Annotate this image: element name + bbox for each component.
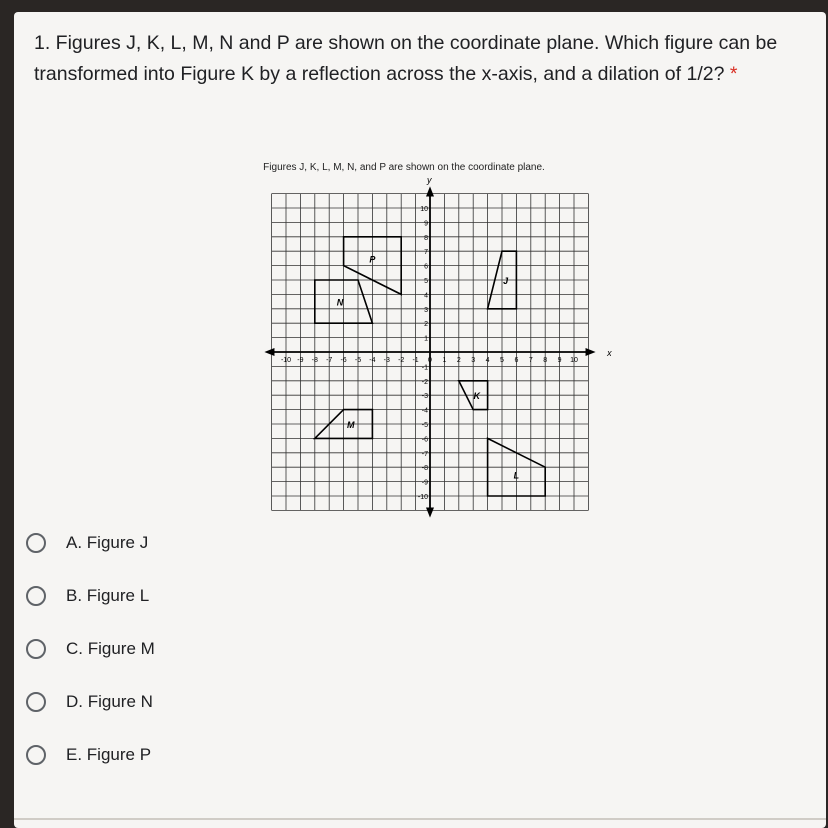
question-text xyxy=(34,28,809,90)
y-tick-label: -4 xyxy=(421,407,428,415)
y-tick-label: -7 xyxy=(421,450,428,458)
x-axis-arrow xyxy=(264,348,274,356)
x-tick-label: -9 xyxy=(297,357,304,364)
x-tick-label: -5 xyxy=(354,357,362,364)
y-tick-label: -8 xyxy=(421,465,428,473)
x-tick-label: 3 xyxy=(471,357,476,364)
x-tick-label: -6 xyxy=(340,357,347,364)
y-tick-label: 5 xyxy=(424,278,428,285)
option-d-label: D. Figure N xyxy=(66,692,153,711)
y-tick-label: 9 xyxy=(424,220,428,228)
y-tick-label: -10 xyxy=(417,494,428,501)
x-tick-label: 5 xyxy=(500,357,504,364)
radio-icon[interactable] xyxy=(26,639,46,659)
x-tick-label: -2 xyxy=(398,357,405,364)
x-tick-label: 7 xyxy=(528,357,533,364)
option-c[interactable] xyxy=(14,634,314,668)
x-tick-label: 1 xyxy=(442,357,447,364)
y-axis-label: y xyxy=(427,176,432,185)
radio-icon[interactable] xyxy=(26,533,46,553)
x-tick-label: 4 xyxy=(485,357,490,364)
radio-icon[interactable] xyxy=(26,745,46,765)
option-e[interactable] xyxy=(14,740,314,774)
y-tick-label: -5 xyxy=(421,422,428,429)
y-tick-label: -3 xyxy=(421,393,428,401)
x-tick-label: -3 xyxy=(383,357,390,364)
radio-icon[interactable] xyxy=(26,586,46,606)
option-a-label: A. Figure J xyxy=(66,533,149,552)
x-tick-label: -8 xyxy=(311,357,318,364)
radio-icon[interactable] xyxy=(26,692,46,712)
y-tick-label: 1 xyxy=(424,335,428,343)
option-e-label: E. Figure P xyxy=(66,745,152,764)
x-axis-arrow xyxy=(586,348,596,356)
figure-k-label: K xyxy=(473,391,481,402)
figure-m-label: M xyxy=(347,420,355,430)
y-axis-arrow xyxy=(426,186,434,196)
x-tick-label: -4 xyxy=(369,357,376,364)
x-tick-label: 0 xyxy=(428,357,432,364)
y-tick-label: 8 xyxy=(424,234,428,242)
option-a[interactable] xyxy=(14,528,314,562)
figure-l-label: L xyxy=(513,470,520,481)
figure-n-label: N xyxy=(336,297,344,308)
option-d[interactable] xyxy=(14,687,314,721)
x-tick-label: 8 xyxy=(543,357,548,364)
y-tick-label: 10 xyxy=(420,206,428,213)
x-tick-label: -10 xyxy=(280,357,292,364)
y-tick-label: 2 xyxy=(424,321,428,329)
x-tick-label: 10 xyxy=(570,357,578,364)
x-tick-label: 6 xyxy=(514,357,519,364)
y-tick-label: -9 xyxy=(421,479,428,487)
figure-p-label: P xyxy=(369,254,376,265)
figure-title: Figures J, K, L, M, N, and P are shown on the coordinate plane. xyxy=(263,162,545,173)
y-tick-label: 7 xyxy=(424,249,428,257)
required-marker: * xyxy=(729,63,738,85)
x-tick-label: -7 xyxy=(326,357,333,364)
y-tick-label: -6 xyxy=(421,436,428,444)
divider xyxy=(14,818,826,820)
x-tick-label: 2 xyxy=(456,357,461,364)
y-tick-label: 6 xyxy=(424,263,428,271)
option-b[interactable] xyxy=(14,581,314,615)
y-tick-label: 3 xyxy=(424,306,428,314)
x-tick-label: 9 xyxy=(557,357,562,364)
y-tick-label: -2 xyxy=(421,378,428,386)
coordinate-plane xyxy=(262,176,622,526)
x-axis-label: x xyxy=(607,348,612,358)
y-tick-label: 4 xyxy=(424,292,428,300)
x-tick-label: -1 xyxy=(412,357,419,364)
y-axis-arrow xyxy=(426,508,434,518)
option-b-label: B. Figure L xyxy=(66,586,150,605)
y-tick-label: -1 xyxy=(421,364,428,372)
option-c-label: C. Figure M xyxy=(66,639,155,658)
figure-j-label: J xyxy=(503,276,509,286)
question-body: 1. Figures J, K, L, M, N and P are shown on the coordinate plane. Which figure can be transformed into Figure K by a reflection across the x-axis, and a dilation of 1/2? xyxy=(34,32,778,85)
